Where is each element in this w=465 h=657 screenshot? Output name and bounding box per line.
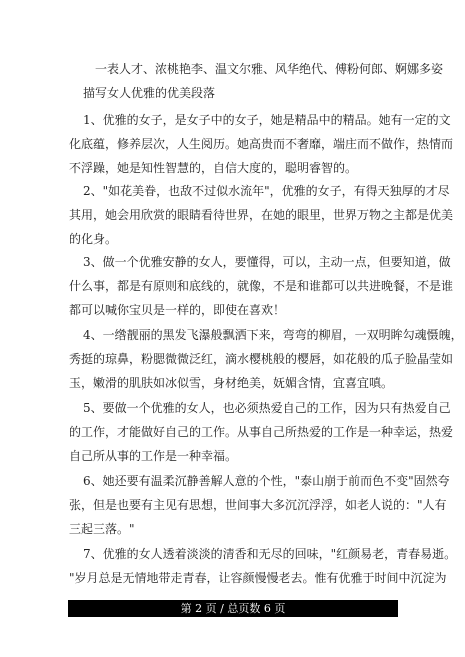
paragraph-5-line-2: 的工作，才能做好自己的工作。从事自己所热爱的工作是一种幸运，热爱 — [69, 425, 454, 439]
paragraph-7-line-1: 7、优雅的女人透着淡淡的清香和无尽的回味，"红颜易老，青春易逝。 — [83, 547, 457, 561]
keyword-line: 一表人才、浓桃艳李、温文尔雅、风华绝代、傅粉何郎、婀娜多姿 — [95, 62, 444, 76]
paragraph-4-line-3: 玉，嫩滑的肌肤如冰似雪，身材绝美，妩媚含情，宜喜宜嗔。 — [69, 376, 394, 390]
section-heading: 描写女人优雅的优美段落 — [83, 86, 216, 100]
paragraph-2-line-3: 的化身。 — [69, 232, 118, 246]
page-footer: 第 2 页 / 总页数 6 页 — [68, 600, 398, 617]
paragraph-5-line-1: 5、要做一个优雅的女人，也必须热爱自己的工作，因为只有热爱自己 — [83, 401, 451, 415]
paragraph-4-line-2: 秀挺的琼鼻，粉腮微微泛红，滴水樱桃般的樱唇，如花般的瓜子脸晶莹如 — [69, 352, 454, 366]
paragraph-2-line-1: 2、"如花美眷，也敌不过似水流年"，优雅的女子，有得天独厚的才尽 — [83, 184, 450, 198]
paragraph-3-line-3: 都可以喊你宝贝是一样的，即使在喜欢！ — [69, 303, 286, 317]
paragraph-5-line-3: 自己所从事的工作是一种幸福。 — [69, 449, 238, 463]
paragraph-1-line-2: 化底蕴，修养层次，人生阅历。她高贵而不奢靡，端庄而不做作，热情而 — [69, 137, 454, 151]
paragraph-7-line-2: "岁月总是无情地带走青春，让容颜慢慢老去。惟有优雅于时间中沉淀为 — [69, 571, 447, 585]
paragraph-6-line-1: 6、她还要有温柔沉静善解人意的个性，"泰山崩于前而色不变"固然夸 — [83, 474, 450, 488]
paragraph-1-line-1: 1、优雅的女子，是女子中的女子，她是精品中的精品。她有一定的文 — [83, 113, 451, 127]
paragraph-2-line-2: 其用，她会用欣赏的眼睛看待世界，在她的眼里，世界万物之主都是优美 — [69, 208, 454, 222]
paragraph-4-line-1: 4、一绺靓丽的黑发飞瀑般飘洒下来，弯弯的柳眉，一双明眸勾魂慑魄， — [83, 328, 463, 342]
paragraph-6-line-2: 张，但是也要有主见有思想，世间事大多沉沉浮浮，如老人说的："人有 — [69, 498, 447, 512]
paragraph-3-line-2: 什么事，都是有原则和底线的，就像，不是和谁都可以共进晚餐，不是谁 — [69, 279, 454, 293]
paragraph-3-line-1: 3、做一个优雅安静的女人，要懂得，可以，主动一点，但要知道，做 — [83, 255, 451, 269]
paragraph-1-line-3: 不浮躁，她是知性智慧的，自信大度的，聪明睿智的。 — [69, 161, 358, 175]
paragraph-6-line-3: 三起三落。" — [69, 522, 135, 536]
